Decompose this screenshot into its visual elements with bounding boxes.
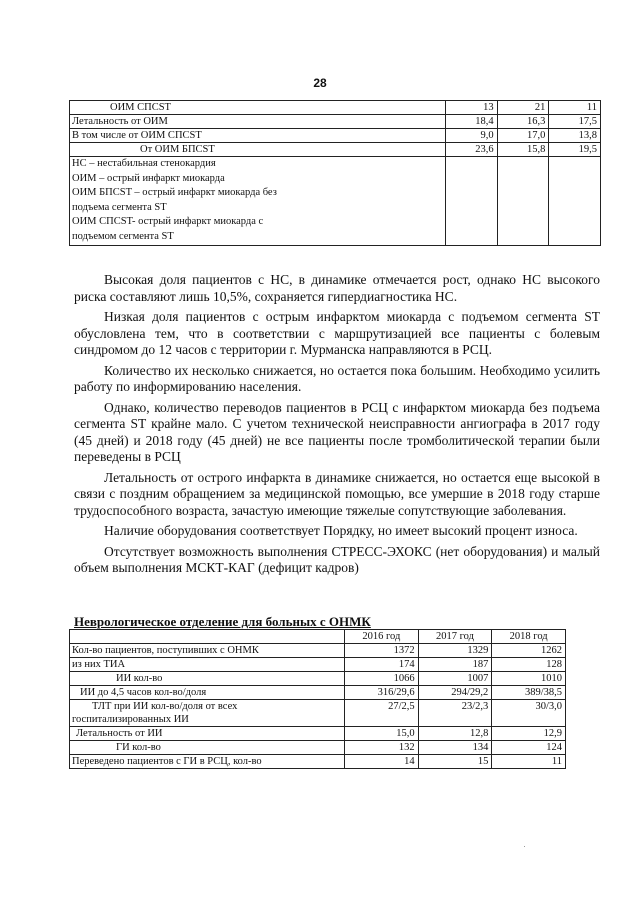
cell-value: 1262 — [492, 644, 566, 658]
cell-value: 187 — [418, 658, 492, 672]
legend-line: ОИМ СПСST- острый инфаркт миокарда с — [72, 216, 264, 228]
row-label: В том числе от ОИМ СПСST — [70, 129, 446, 143]
cell-value: 19,5 — [549, 143, 601, 157]
row-label: От ОИМ БПСST — [70, 143, 446, 157]
cell-value: 11 — [492, 755, 566, 769]
cell-value: 23/2,3 — [418, 700, 492, 727]
empty-cell — [446, 157, 498, 246]
row-label: Кол-во пациентов, поступивших с ОНМК — [70, 644, 345, 658]
table-row — [70, 741, 566, 755]
cell-value: 12,9 — [492, 727, 566, 741]
body-text — [74, 272, 600, 581]
paragraph: Летальность от острого инфаркта в динамике снижается, но остается еще высокой в связи с поздним обращением за медицинской помощью, все умершие в 2018 году старше трудоспособного возраста, зачастую имеющие тяжелые сопутствующие заболевания. — [74, 469, 600, 518]
cell-value: 14 — [345, 755, 419, 769]
row-label: ОИМ СПСST — [70, 101, 446, 115]
table-row — [70, 115, 601, 129]
row-label: ГИ кол-во — [70, 741, 345, 755]
cell-value: 128 — [492, 658, 566, 672]
table-row — [70, 672, 566, 686]
cell-value: 389/38,5 — [492, 686, 566, 700]
table-row — [70, 101, 601, 115]
legend-row — [70, 157, 601, 246]
cell-value: 1066 — [345, 672, 419, 686]
cell-value: 132 — [345, 741, 419, 755]
cell-value: 17,0 — [497, 129, 549, 143]
paragraph: Низкая доля пациентов с острым инфарктом миокарда с подъемом сегмента ST обусловлена тем, что в соответствии с маршрутизацией все пациенты с болевым синдромом до 12 часов с территории г. Мурманска направляются в РСЦ. — [74, 309, 600, 357]
table-row — [70, 129, 601, 143]
legend-line: ОИМ БПСST – острый инфаркт миокарда без — [72, 187, 277, 199]
cell-value: 1372 — [345, 644, 419, 658]
row-label: из них ТИА — [70, 658, 345, 672]
cell-value: 13 — [446, 101, 498, 115]
table-row — [70, 755, 566, 769]
empty-header-cell — [70, 630, 345, 644]
abbreviation-legend — [70, 157, 446, 246]
row-label: Летальность от ОИМ — [70, 115, 446, 129]
paragraph: Однако, количество переводов пациентов в РСЦ с инфарктом миокарда без подъема сегмента ST крайне мало. С учетом технической неисправности ангиографа в 2017 году (45 дней) и 2018 году (45 дней) не все пациенты после тромболитической терапии были переведены в РСЦ — [74, 399, 600, 464]
cell-value: 316/29,6 — [345, 686, 419, 700]
paragraph: Отсутствует возможность выполнения СТРЕСС-ЭХОКС (нет оборудования) и малый объем выполнения МСКТ-КАГ (дефицит кадров) — [74, 543, 600, 575]
cell-value: 12,8 — [418, 727, 492, 741]
year-header: 2016 год — [345, 630, 419, 644]
cell-value: 15,8 — [497, 143, 549, 157]
empty-cell — [549, 157, 601, 246]
cell-value: 15 — [418, 755, 492, 769]
empty-cell — [497, 157, 549, 246]
page-number: 28 — [313, 76, 327, 90]
cell-value: 30/3,0 — [492, 700, 566, 727]
cell-value: 134 — [418, 741, 492, 755]
cell-value: 15,0 — [345, 727, 419, 741]
scan-speck — [524, 846, 525, 847]
paragraph: Количество их несколько снижается, но остается пока большим. Необходимо усилить работу по информированию населения. — [74, 362, 600, 394]
row-label — [70, 700, 345, 727]
cardio-stats-table — [69, 100, 601, 246]
table-row — [70, 727, 566, 741]
table-row — [70, 686, 566, 700]
cell-value: 16,3 — [497, 115, 549, 129]
legend-line: ОИМ – острый инфаркт миокарда — [72, 172, 225, 184]
row-label-line: ТЛТ при ИИ кол-во/доля от всех — [92, 701, 238, 712]
cell-value: 294/29,2 — [418, 686, 492, 700]
table-row — [70, 658, 566, 672]
cell-value: 21 — [497, 101, 549, 115]
cell-value: 1010 — [492, 672, 566, 686]
year-header: 2018 год — [492, 630, 566, 644]
cell-value: 23,6 — [446, 143, 498, 157]
table-row — [70, 644, 566, 658]
table-row — [70, 700, 566, 727]
legend-line: подъемом сегмента ST — [72, 230, 174, 242]
cell-value: 1329 — [418, 644, 492, 658]
cell-value: 27/2,5 — [345, 700, 419, 727]
neuro-stats-table — [69, 629, 566, 769]
section-title: Неврологическое отделение для больных с ОНМК — [74, 614, 371, 629]
cell-value: 1007 — [418, 672, 492, 686]
cell-value: 174 — [345, 658, 419, 672]
paragraph: Высокая доля пациентов с НС, в динамике отмечается рост, однако НС высокого риска составляют лишь 10,5%, сохраняется гипердиагностика НС. — [74, 272, 600, 304]
legend-line: подъема сегмента ST — [72, 201, 167, 213]
cell-value: 13,8 — [549, 129, 601, 143]
table-row — [70, 143, 601, 157]
row-label: Летальность от ИИ — [70, 727, 345, 741]
cell-value: 9,0 — [446, 129, 498, 143]
year-header: 2017 год — [418, 630, 492, 644]
row-label: ИИ кол-во — [70, 672, 345, 686]
row-label: ИИ до 4,5 часов кол-во/доля — [70, 686, 345, 700]
cell-value: 11 — [549, 101, 601, 115]
paragraph: Наличие оборудования соответствует Порядку, но имеет высокий процент износа. — [104, 523, 578, 538]
table-header-row — [70, 630, 566, 644]
cell-value: 124 — [492, 741, 566, 755]
row-label: Переведено пациентов с ГИ в РСЦ, кол-во — [70, 755, 345, 769]
row-label-line: госпитализированных ИИ — [72, 714, 189, 725]
cell-value: 17,5 — [549, 115, 601, 129]
legend-line: НС – нестабильная стенокардия — [72, 158, 216, 169]
cell-value: 18,4 — [446, 115, 498, 129]
